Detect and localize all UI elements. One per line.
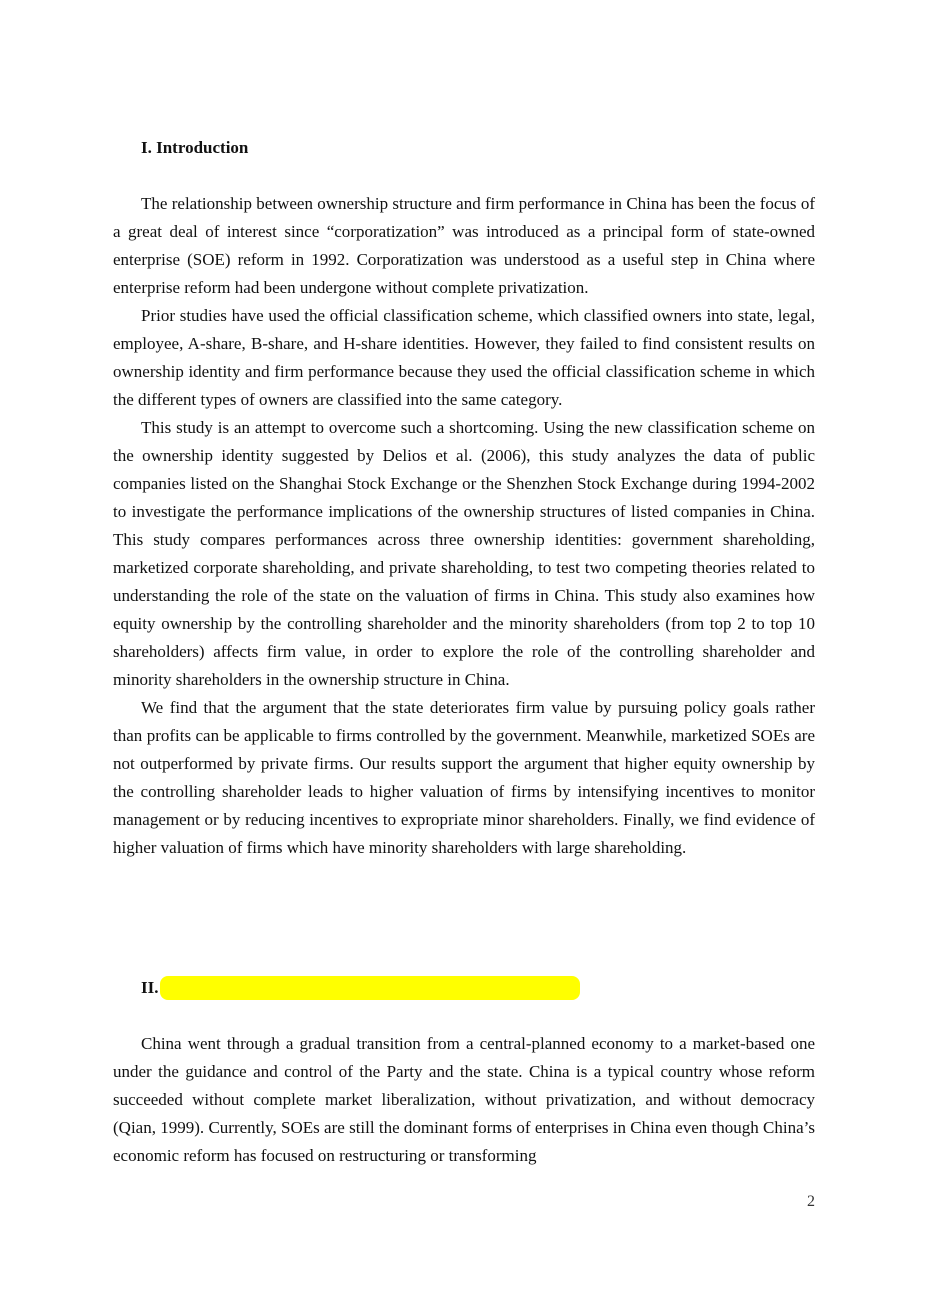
highlighted-redaction xyxy=(160,976,580,1000)
section-heading-2 xyxy=(141,974,580,1002)
section-number: II. xyxy=(141,978,159,997)
introduction-body xyxy=(113,190,815,862)
section-2-body xyxy=(113,1030,815,1170)
section-2-paragraph-1: China went through a gradual transition from a central-planned economy to a market-based one under the guidance and control of the Party and the state. China is a typical country whose reform succeeded without complete market liberalization, without privatization, and without democracy (Qian, 1999). Currently, SOEs are still the dominant forms of enterprises in China even though China’s economic reform has focused on restructuring or transforming xyxy=(113,1034,815,1165)
page-number: 2 xyxy=(807,1193,815,1210)
intro-paragraph-2: Prior studies have used the official classification scheme, which classified owners into state, legal, employee, A-share, B-share, and H-share identities. However, they failed to find consistent results on ownership identity and firm performance because they used the official classification scheme in which the different types of owners are classified into the same category. xyxy=(113,306,815,409)
intro-paragraph-3: This study is an attempt to overcome such a shortcoming. Using the new classification scheme on the ownership identity suggested by Delios et al. (2006), this study analyzes the data of public companies listed on the Shanghai Stock Exchange or the Shenzhen Stock Exchange during 1994-2002 to investigate the performance implications of the ownership structures of listed companies in China. This study compares performances across three ownership identities: government shareholding, marketized corporate shareholding, and private shareholding, to test two competing theories related to understanding the role of the state on the valuation of firms in China. This study also examines how equity ownership by the controlling shareholder and the minority shareholders (from top 2 to top 10 shareholders) affects firm value, in order to explore the role of the controlling shareholder and minority shareholders in the ownership structure in China. xyxy=(113,418,815,689)
section-heading-introduction: I. Introduction xyxy=(141,138,249,157)
intro-paragraph-4: We find that the argument that the state deteriorates firm value by pursuing policy goals rather than profits can be applicable to firms controlled by the government. Meanwhile, marketized SOEs are not outperformed by private firms. Our results support the argument that higher equity ownership by the controlling shareholder leads to higher valuation of firms by intensifying incentives to monitor management or by reducing incentives to expropriate minor shareholders. Finally, we find evidence of higher valuation of firms which have minority shareholders with large shareholding. xyxy=(113,698,815,857)
intro-paragraph-1: The relationship between ownership structure and firm performance in China has been the focus of a great deal of interest since “corporatization” was introduced as a principal form of state-owned enterprise (SOE) reform in 1992. Corporatization was understood as a useful step in China where enterprise reform had been undergone without complete privatization. xyxy=(113,194,815,297)
